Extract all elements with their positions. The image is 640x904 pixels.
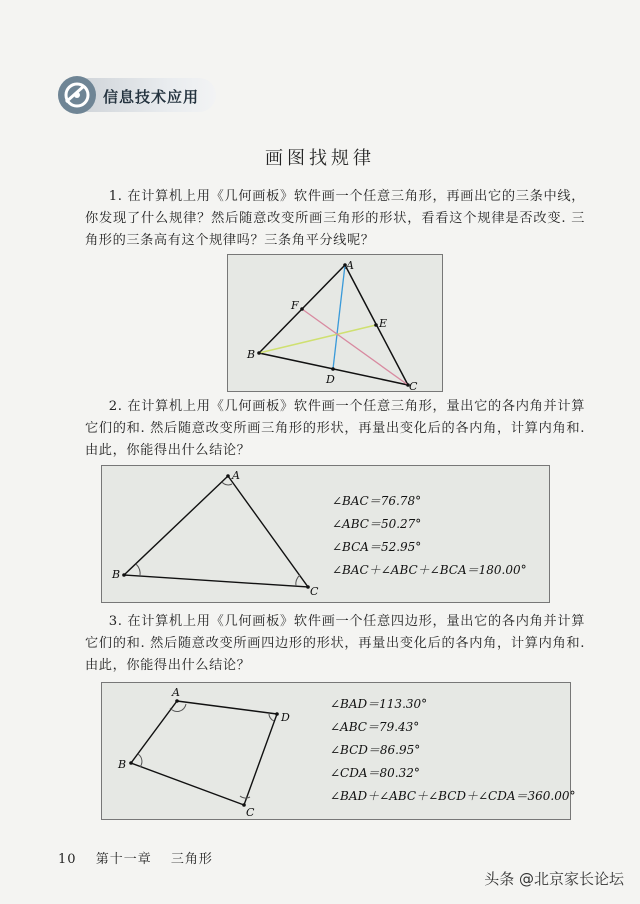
measurement-sum: ∠BAC＋∠ABC＋∠BCA＝180.00° <box>332 563 527 577</box>
point-label-b: B <box>247 348 256 361</box>
figure-3-measurements <box>330 693 576 808</box>
point-label-b: B <box>112 568 121 581</box>
point-label-a: A <box>232 469 240 482</box>
point-label-c: C <box>409 380 418 393</box>
point-label-b: B <box>118 758 127 771</box>
chapter-number: 第十一章 <box>95 852 152 867</box>
figure-1-medians <box>227 254 443 392</box>
measurement-bad: ∠BAD＝113.30° <box>330 697 428 711</box>
measurement-bca: ∠BCA＝52.95° <box>332 540 422 554</box>
section-banner-label: 信息技术应用 <box>103 88 200 106</box>
figure-3-quadrilateral-angles <box>101 682 576 820</box>
measurement-abc: ∠ABC＝50.27° <box>332 517 422 531</box>
figure-1-diagram <box>228 255 444 393</box>
point-label-d: D <box>326 373 335 386</box>
point-label-d: D <box>281 711 290 724</box>
measurement-bac: ∠BAC＝76.78° <box>332 494 422 508</box>
page-footer <box>58 848 227 867</box>
cd-disc-icon <box>58 76 96 114</box>
page-number: 10 <box>58 852 77 867</box>
problem-3-text: 3. 在计算机上用《几何画板》软件画一个任意四边形，量出它的各内角并计算它们的和. 然后随意改变所画四边形的形状，再量出变化后的各内角，计算内角和. 由此，你能得出什么结论？ <box>85 614 585 673</box>
point-label-c: C <box>310 585 319 598</box>
chapter-title: 三角形 <box>170 852 213 867</box>
figure-2-measurements <box>332 490 527 582</box>
measurement-bcd: ∠BCD＝86.95° <box>330 743 421 757</box>
point-label-c: C <box>246 806 255 819</box>
watermark: 头条 @北京家长论坛 <box>484 870 624 888</box>
measurement-abc: ∠ABC＝79.43° <box>330 720 420 734</box>
point-label-a: A <box>172 686 180 699</box>
measurement-cda: ∠CDA＝80.32° <box>330 766 420 780</box>
measurement-sum: ∠BAD＋∠ABC＋∠BCD＋∠CDA＝360.00° <box>330 789 576 803</box>
point-label-e: E <box>379 317 388 330</box>
problem-2-text: 2. 在计算机上用《几何画板》软件画一个任意三角形，量出它的各内角并计算它们的和. 然后随意改变所画三角形的形状，再量出变化后的各内角，计算内角和. 由此，你能得出什么结论？ <box>85 399 585 458</box>
figure-2-diagram <box>102 466 322 604</box>
figure-3-diagram <box>102 683 322 821</box>
page-title: 画图找规律 <box>265 148 375 169</box>
problem-1-text: 1. 在计算机上用《几何画板》软件画一个任意三角形，再画出它的三条中线，你发现了什么规律？然后随意改变所画三角形的形状，看看这个规律是否改变. 三角形的三条高有这个规律吗？三条角平分线呢？ <box>85 189 585 248</box>
point-label-a: A <box>346 259 354 272</box>
figure-2-triangle-angles <box>101 465 550 603</box>
point-label-f: F <box>291 299 299 312</box>
